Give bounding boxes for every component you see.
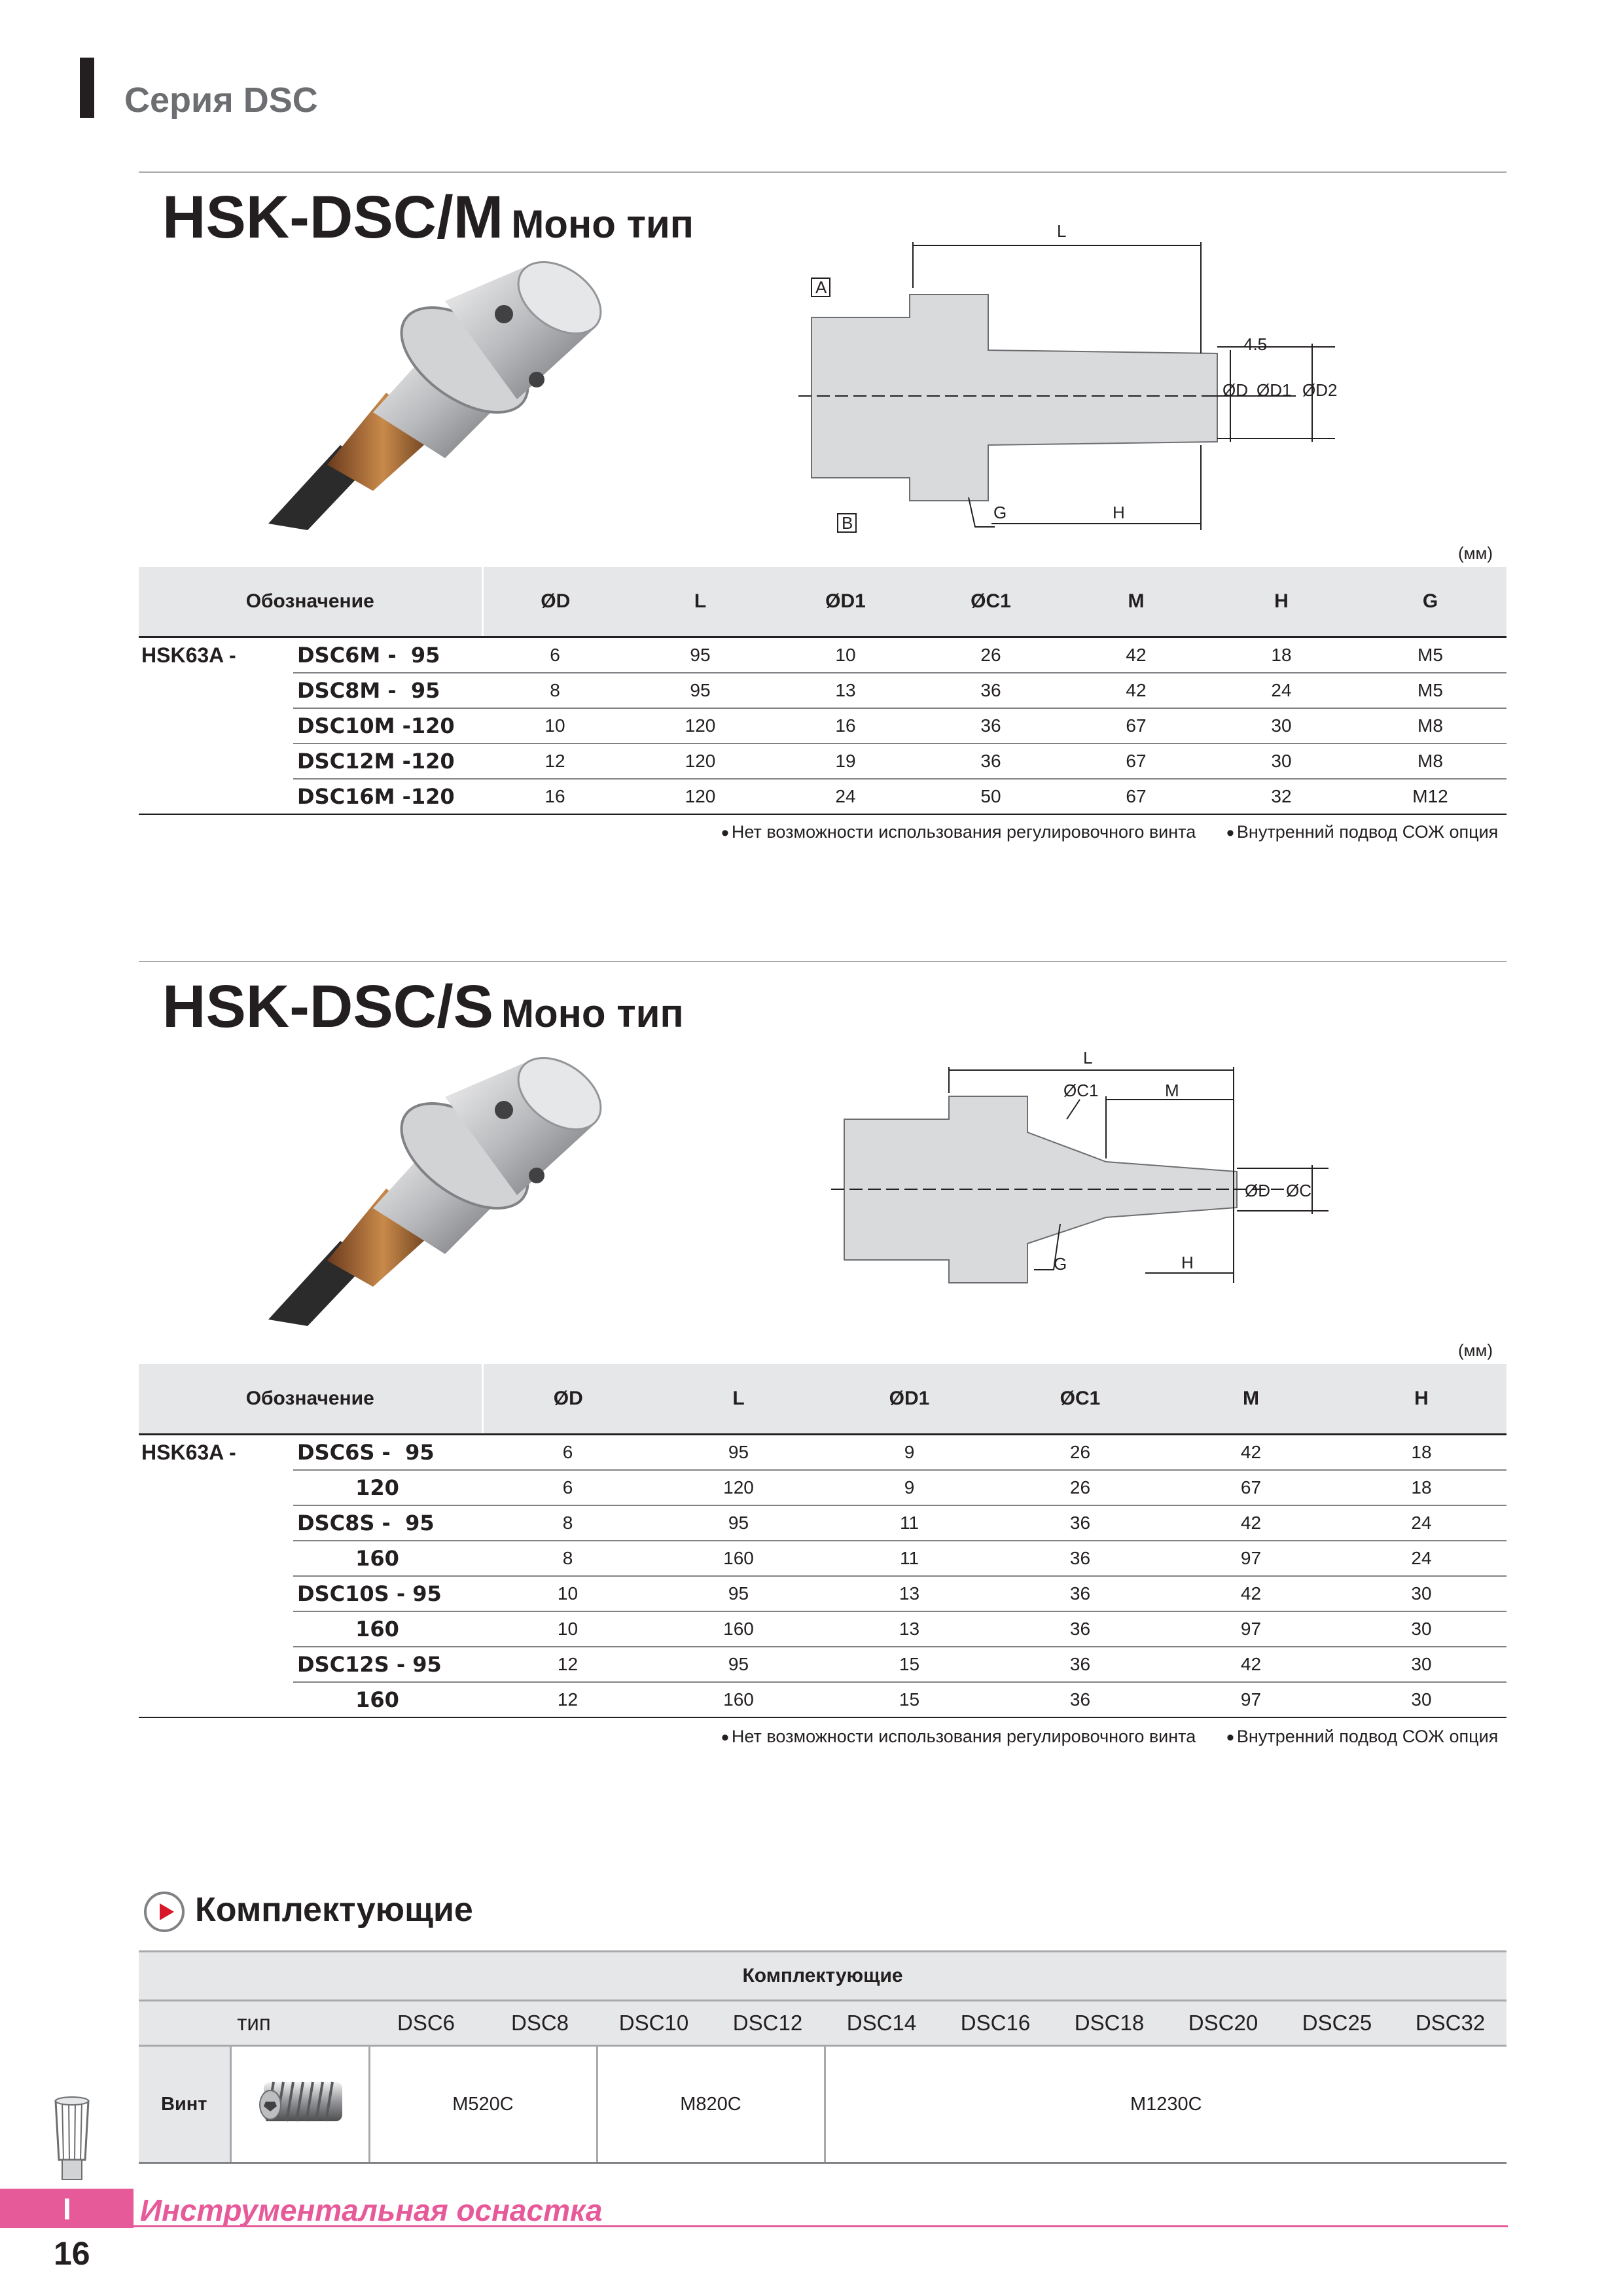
table-row [139,1576,1507,1611]
section-s-subtitle: Моно тип [501,992,684,1035]
table-cell: 10 [482,708,628,744]
table-cell: 36 [995,1682,1166,1717]
series-marker [80,58,94,118]
col-dsc14: DSC14 [825,2001,938,2046]
table-cell: 95 [628,637,773,673]
table-cell: 24 [1336,1505,1507,1541]
table-cell: 42 [1063,637,1209,673]
dim-label-M-s: M [1165,1081,1179,1100]
table-cell: 30 [1336,1682,1507,1717]
table-cell: 15 [824,1647,995,1682]
row-prefix [139,1682,293,1717]
table-row [139,1647,1507,1682]
table-cell: 36 [918,673,1063,708]
table-cell: 120 [628,744,773,779]
section-s-title [162,973,684,1041]
table-cell: 97 [1166,1611,1336,1647]
dim-label-D-s: ØD [1245,1181,1270,1200]
table-cell: 36 [995,1576,1166,1611]
row-designation: 160 [293,1541,482,1576]
table-cell: 12 [482,1682,653,1717]
row-label-screw: Винт [139,2046,230,2163]
row-prefix [139,1576,293,1611]
table-cell: 24 [1209,673,1354,708]
datum-label-B: B [842,513,853,533]
spec-table-m-body [139,637,1507,815]
play-circle-icon [143,1890,186,1933]
table-cell: 26 [918,637,1063,673]
table-cell: 26 [995,1470,1166,1505]
table-cell: 95 [653,1576,824,1611]
section-m-subtitle: Моно тип [511,202,694,246]
header-h: H [1209,567,1354,637]
header-designation-s: Обозначение [139,1364,482,1435]
dim-label-D1: ØD1 [1257,380,1292,400]
dim-label-G: G [993,503,1007,522]
header-d-s: ØD [482,1364,653,1435]
table-cell: 95 [653,1435,824,1471]
table-cell: 16 [773,708,918,744]
table-row [139,1611,1507,1647]
col-dsc16: DSC16 [938,2001,1052,2046]
table-cell: 120 [628,708,773,744]
dim-label-45: 4.5 [1243,334,1268,354]
table-cell: 42 [1063,673,1209,708]
value-dsc10-dsc12: M820C [597,2046,825,2163]
row-prefix [139,673,293,708]
table-cell: 95 [628,673,773,708]
section-s-divider [139,961,1507,962]
series-title: Серия DSC [124,81,318,120]
header-l-s: L [653,1364,824,1435]
table-cell: 18 [1336,1435,1507,1471]
note-s-1-text: Нет возможности использования регулировочного винта [731,1727,1196,1746]
table-row [139,708,1507,744]
table-cell: 10 [482,1576,653,1611]
table-cell: 42 [1166,1647,1336,1682]
dim-label-L-s: L [1083,1048,1093,1067]
table-cell: 42 [1166,1576,1336,1611]
row-designation: DSC16M -120 [293,779,482,814]
value-dsc14-dsc32: M1230C [825,2046,1507,2163]
row-designation: DSC10M -120 [293,708,482,744]
col-dsc25: DSC25 [1280,2001,1394,2046]
table-row [139,1505,1507,1541]
page-number: 16 [54,2235,90,2272]
accessories-table-title: Комплектующие [139,1952,1507,2001]
section-m-divider [139,171,1507,173]
header-c1-s: ØC1 [995,1364,1166,1435]
unit-label-m: (мм) [1458,543,1493,563]
spec-table-m [139,567,1507,815]
section-m-title [162,183,694,252]
table-cell: 97 [1166,1541,1336,1576]
row-designation: DSC12S - 95 [293,1647,482,1682]
table-cell: 11 [824,1541,995,1576]
table-cell: 24 [773,779,918,814]
table-cell: M5 [1354,673,1507,708]
table-cell: 30 [1336,1576,1507,1611]
table-cell: M12 [1354,779,1507,814]
note-s-1: • Нет возможности использования регулировочного винта [721,1725,1196,1750]
table-cell: 18 [1336,1470,1507,1505]
table-cell: 13 [824,1611,995,1647]
table-cell: 36 [995,1505,1166,1541]
row-designation: DSC12M -120 [293,744,482,779]
table-cell: 36 [918,744,1063,779]
header-designation: Обозначение [139,567,482,637]
table-cell: M5 [1354,637,1507,673]
table-cell: 120 [628,779,773,814]
table-cell: 42 [1166,1435,1336,1471]
table-cell: 18 [1209,637,1354,673]
row-prefix [139,1541,293,1576]
table-cell: 6 [482,1470,653,1505]
dim-label-D: ØD [1222,380,1248,400]
table-cell: 36 [995,1541,1166,1576]
dim-label-C1-s: ØC1 [1063,1081,1099,1100]
header-h-s: H [1336,1364,1507,1435]
table-row [139,1682,1507,1717]
header-d1: ØD1 [773,567,918,637]
header-l: L [628,567,773,637]
table-cell: 30 [1336,1647,1507,1682]
table-row [139,673,1507,708]
table-cell: 9 [824,1435,995,1471]
col-dsc8: DSC8 [483,2001,597,2046]
table-row [139,637,1507,673]
table-cell: M8 [1354,744,1507,779]
col-dsc18: DSC18 [1052,2001,1166,2046]
row-designation: 160 [293,1682,482,1717]
section-m-title-main: HSK-DSC/M [162,184,504,251]
table-cell: 160 [653,1682,824,1717]
drawing-s [831,1047,1342,1296]
note-m-2: • Внутренний подвод СОЖ опция [1226,821,1499,846]
table-cell: 6 [482,1435,653,1471]
screw-image-cell [230,2046,369,2163]
table-cell: 160 [653,1541,824,1576]
row-designation: DSC6M - 95 [293,637,482,673]
spec-table-s-body [139,1435,1507,1718]
col-dsc32: DSC32 [1394,2001,1507,2046]
col-dsc6: DSC6 [369,2001,483,2046]
table-row [139,779,1507,814]
table-cell: 42 [1166,1505,1336,1541]
screw-icon [244,2066,355,2138]
type-label: тип [139,2001,369,2046]
table-cell: 9 [824,1470,995,1505]
col-dsc20: DSC20 [1166,2001,1280,2046]
row-designation: 120 [293,1470,482,1505]
row-prefix [139,1647,293,1682]
row-designation: DSC6S - 95 [293,1435,482,1471]
accessories-table [139,1950,1507,2164]
table-cell: 8 [482,673,628,708]
dim-label-L: L [1057,221,1067,241]
table-cell: 30 [1209,708,1354,744]
table-cell: 50 [918,779,1063,814]
row-prefix: HSK63A - [141,1441,236,1464]
table-cell: 10 [482,1611,653,1647]
spec-table-s [139,1364,1507,1718]
row-prefix [139,744,293,779]
table-cell: 10 [773,637,918,673]
col-dsc10: DSC10 [597,2001,711,2046]
table-cell: 6 [482,637,628,673]
table-row [139,1470,1507,1505]
chapter-title: Инструментальная оснастка [140,2193,603,2227]
row-designation: DSC8M - 95 [293,673,482,708]
table-cell: 15 [824,1682,995,1717]
table-cell: 30 [1336,1611,1507,1647]
dim-label-H: H [1113,503,1125,522]
table-cell: 12 [482,744,628,779]
table-cell: 11 [824,1505,995,1541]
table-cell: 67 [1063,708,1209,744]
dim-label-C-s: ØC [1286,1181,1311,1200]
accessories-title: Комплектующие [195,1891,473,1929]
dim-label-H-s: H [1181,1253,1194,1272]
table-cell: 32 [1209,779,1354,814]
table-row [139,1541,1507,1576]
table-row [139,744,1507,779]
value-dsc6-dsc8: M520C [369,2046,597,2163]
note-m-1: • Нет возможности использования регулировочного винта [721,821,1196,846]
header-c1: ØC1 [918,567,1063,637]
table-cell: 13 [824,1576,995,1611]
col-dsc12: DSC12 [711,2001,825,2046]
table-cell: 95 [653,1505,824,1541]
dim-label-D2: ØD2 [1302,380,1338,400]
table-cell: 36 [995,1611,1166,1647]
table-cell: 95 [653,1647,824,1682]
table-cell: 8 [482,1505,653,1541]
table-cell: 97 [1166,1682,1336,1717]
row-designation: 160 [293,1611,482,1647]
drawing-m [798,216,1368,537]
section-s-title-main: HSK-DSC/S [162,973,494,1040]
table-cell: 36 [918,708,1063,744]
header-m-s: M [1166,1364,1336,1435]
table-cell: 13 [773,673,918,708]
table-cell: 120 [653,1470,824,1505]
dim-label-G-s: G [1054,1254,1067,1274]
unit-label-s: (мм) [1458,1340,1493,1360]
table-cell: 19 [773,744,918,779]
table-cell: 8 [482,1541,653,1576]
row-prefix [139,1470,293,1505]
table-cell: M8 [1354,708,1507,744]
table-cell: 12 [482,1647,653,1682]
table-cell: 67 [1063,779,1209,814]
product-photo-s [229,1045,654,1339]
datum-label-A: A [815,278,827,297]
chapter-number: I [63,2192,71,2226]
table-cell: 36 [995,1647,1166,1682]
table-cell: 16 [482,779,628,814]
header-d1-s: ØD1 [824,1364,995,1435]
note-m-1-text: Нет возможности использования регулировочного винта [731,822,1196,842]
table-cell: 67 [1166,1470,1336,1505]
table-cell: 160 [653,1611,824,1647]
product-photo-m [229,249,654,543]
table-cell: 67 [1063,744,1209,779]
header-g: G [1354,567,1507,637]
row-prefix [139,1505,293,1541]
table-cell: 24 [1336,1541,1507,1576]
note-s-2-text: Внутренний подвод СОЖ опция [1236,1727,1499,1746]
row-prefix [139,1611,293,1647]
note-m-2-text: Внутренний подвод СОЖ опция [1236,822,1499,842]
header-d: ØD [482,567,628,637]
table-cell: 26 [995,1435,1166,1471]
table-cell: 30 [1209,744,1354,779]
collet-icon [46,2088,98,2186]
header-m: M [1063,567,1209,637]
table-row [139,1435,1507,1471]
note-s-2: • Внутренний подвод СОЖ опция [1226,1725,1499,1750]
row-prefix [139,708,293,744]
row-prefix: HSK63A - [141,643,236,667]
row-designation: DSC10S - 95 [293,1576,482,1611]
row-prefix [139,779,293,814]
row-designation: DSC8S - 95 [293,1505,482,1541]
